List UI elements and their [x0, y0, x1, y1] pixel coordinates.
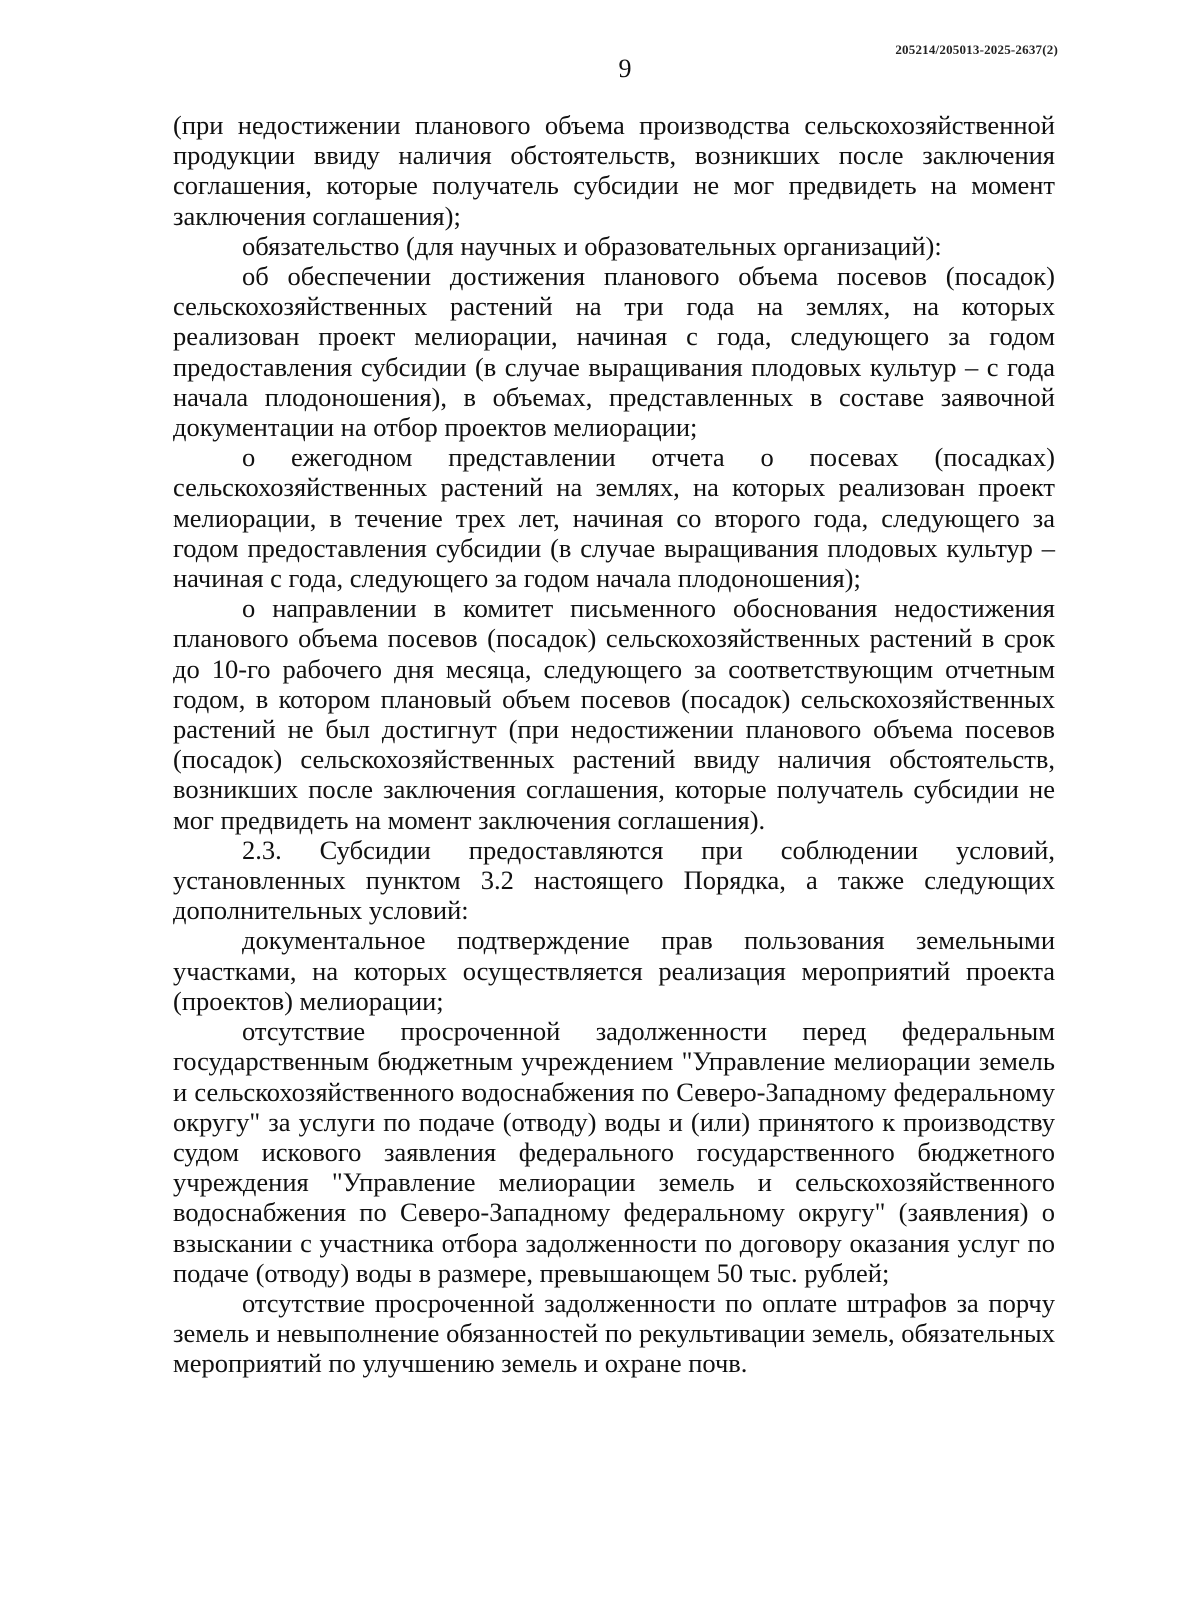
document-id: 205214/205013-2025-2637(2): [895, 42, 1058, 57]
paragraph: обязательство (для научных и образовательных организаций):: [242, 230, 942, 261]
paragraph: об обеспечении достижения планового объема посевов (посадок) сельскохозяйственных растений на три года на землях, на которых реализован проект мелиорации, начиная с года, следующего за годом предоставления субсидии (в случае выращивания плодовых культур – с года начала плодоношения), в объемах, представленных в составе заявочной документации на отбор проектов мелиорации;: [173, 261, 1055, 443]
paragraph: о ежегодном представлении отчета о посевах (посадках) сельскохозяйственных растений на землях, на которых реализован проект мелиорации, в течение трех лет, начиная со второго года, следующего за годом предоставления субсидии (в случае выращивания плодовых культур – начиная с года, следующего за годом начала плодоношения);: [173, 442, 1055, 594]
paragraph: (при недостижении планового объема производства сельскохозяйственной продукции ввиду наличия обстоятельств, возникших после заключения соглашения, которые получатель субсидии не мог предвидеть на момент заключения соглашения);: [173, 110, 1055, 231]
paragraph: отсутствие просроченной задолженности перед федеральным государственным бюджетным учреждением "Управление мелиорации земель и сельскохозяйственного водоснабжения по Северо-Западному федеральному округу" за услуги по подаче (отводу) воды и (или) принятого к производству судом искового заявления федерального государственного бюджетного учреждения "Управление мелиорации земель и сельскохозяйственного водоснабжения по Северо-Западному федеральному округу" (заявления) о взыскании с участника отбора задолженности по договору оказания услуг по подаче (отводу) воды в размере, превышающем 50 тыс. рублей;: [173, 1016, 1055, 1288]
paragraph: отсутствие просроченной задолженности по оплате штрафов за порчу земель и невыполнение обязанностей по рекультивации земель, обязательных мероприятий по улучшению земель и охране почв.: [173, 1287, 1055, 1379]
page-number: 9: [618, 54, 632, 83]
paragraph: о направлении в комитет письменного обоснования недостижения планового объема посевов (посадок) сельскохозяйственных растений в срок до 10-го рабочего дня месяца, следующего за соответствующим отчетным годом, в котором плановый объем посевов (посадок) сельскохозяйственных растений не был достигнут (при недостижении планового объема посевов (посадок) сельскохозяйственных растений ввиду наличия обстоятельств, возникших после заключения соглашения, которые получатель субсидии не мог предвидеть на момент заключения соглашения).: [173, 593, 1055, 835]
paragraph: документальное подтверждение прав пользования земельными участками, на которых осуществляется реализация мероприятий проекта (проектов) мелиорации;: [173, 925, 1055, 1016]
document-body: [173, 110, 1055, 1379]
paragraph: 2.3. Субсидии предоставляются при соблюдении условий, установленных пунктом 3.2 настоящего Порядка, а также следующих дополнительных условий:: [173, 834, 1055, 926]
